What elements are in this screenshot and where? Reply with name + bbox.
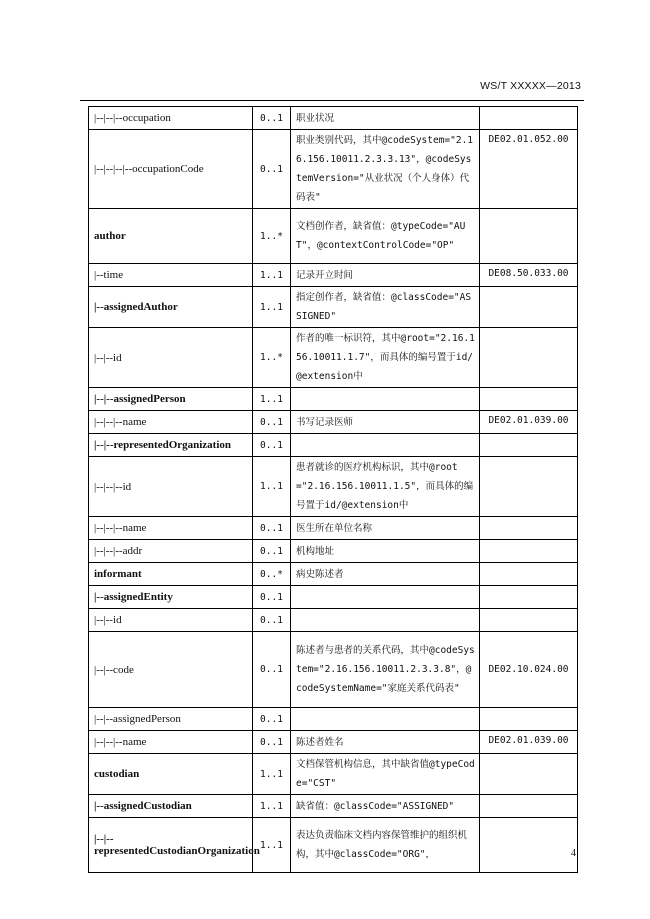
element-path-cell: informant: [89, 563, 253, 586]
cardinality-cell: 0..1: [253, 411, 291, 434]
element-path-cell: author: [89, 209, 253, 264]
table-row: [89, 795, 578, 818]
data-element-code-cell: [480, 708, 578, 731]
cardinality-cell: 0..1: [253, 540, 291, 563]
element-path-cell: |--|--code: [89, 632, 253, 708]
table-row: [89, 457, 578, 517]
data-element-code-cell: [480, 586, 578, 609]
element-path-cell: |--|--|--name: [89, 731, 253, 754]
description-cell: 文档创作者，缺省值：@typeCode="AUT"，@contextControlCode="OP": [291, 209, 480, 264]
data-element-code-cell: [480, 328, 578, 388]
page-number: 4: [571, 848, 576, 859]
table-row: [89, 264, 578, 287]
table-row: [89, 411, 578, 434]
description-cell: 文档保管机构信息，其中缺省值@typeCode="CST": [291, 754, 480, 795]
description-cell: [291, 708, 480, 731]
data-element-code-cell: [480, 609, 578, 632]
table-row: [89, 434, 578, 457]
data-element-code-cell: [480, 754, 578, 795]
cardinality-cell: 0..1: [253, 632, 291, 708]
data-element-code-cell: DE02.01.039.00: [480, 731, 578, 754]
data-element-code-cell: [480, 540, 578, 563]
data-element-code-cell: [480, 517, 578, 540]
header-rule: [80, 100, 584, 101]
element-path-cell: |--|--|--name: [89, 411, 253, 434]
description-cell: [291, 609, 480, 632]
cardinality-cell: 1..1: [253, 264, 291, 287]
cardinality-cell: 1..1: [253, 388, 291, 411]
element-path-cell: |--assignedEntity: [89, 586, 253, 609]
cardinality-cell: 0..*: [253, 563, 291, 586]
description-cell: [291, 388, 480, 411]
element-path-cell: |--assignedCustodian: [89, 795, 253, 818]
table-row: [89, 818, 578, 873]
table-row: [89, 130, 578, 209]
table-row: [89, 287, 578, 328]
table-row: [89, 388, 578, 411]
cardinality-cell: 1..1: [253, 287, 291, 328]
data-element-code-cell: [480, 388, 578, 411]
data-element-code-cell: [480, 795, 578, 818]
element-path-cell: custodian: [89, 754, 253, 795]
table-row: [89, 609, 578, 632]
data-element-code-cell: DE02.01.039.00: [480, 411, 578, 434]
table-row: [89, 708, 578, 731]
description-cell: 陈述者与患者的关系代码，其中@codeSystem="2.16.156.10011.2.3.3.8"，@codeSystemName="家庭关系代码表": [291, 632, 480, 708]
description-cell: 书写记录医师: [291, 411, 480, 434]
document-code: WS/T XXXXX—2013: [480, 80, 581, 92]
description-cell: 表达负责临床文档内容保管维护的组织机构，其中@classCode="ORG"，: [291, 818, 480, 873]
table-row: [89, 328, 578, 388]
element-path-cell: |--|--|--occupation: [89, 107, 253, 130]
cardinality-cell: 1..1: [253, 818, 291, 873]
description-cell: 患者就诊的医疗机构标识，其中@root="2.16.156.10011.1.5"，而具体的编号置于id/@extension中: [291, 457, 480, 517]
data-element-code-cell: [480, 107, 578, 130]
description-cell: 机构地址: [291, 540, 480, 563]
description-cell: 作者的唯一标识符，其中@root="2.16.156.10011.1.7"，而具体的编号置于id/@extension中: [291, 328, 480, 388]
data-element-code-cell: DE08.50.033.00: [480, 264, 578, 287]
cardinality-cell: 1..1: [253, 795, 291, 818]
cardinality-cell: 1..*: [253, 209, 291, 264]
element-path-cell: |--|--representedCustodianOrganization: [89, 818, 253, 873]
description-cell: 病史陈述者: [291, 563, 480, 586]
element-path-cell: |--|--assignedPerson: [89, 388, 253, 411]
cardinality-cell: 1..1: [253, 457, 291, 517]
table-row: [89, 540, 578, 563]
description-cell: 陈述者姓名: [291, 731, 480, 754]
table-row: [89, 107, 578, 130]
data-element-code-cell: DE02.01.052.00: [480, 130, 578, 209]
table-row: [89, 517, 578, 540]
data-element-code-cell: [480, 287, 578, 328]
cardinality-cell: 0..1: [253, 586, 291, 609]
description-cell: 指定创作者，缺省值：@classCode="ASSIGNED": [291, 287, 480, 328]
element-path-cell: |--time: [89, 264, 253, 287]
description-cell: 职业类别代码，其中@codeSystem="2.16.156.10011.2.3.3.13"，@codeSystemVersion="从业状况（个人身体）代码表": [291, 130, 480, 209]
cardinality-cell: 0..1: [253, 731, 291, 754]
table-row: [89, 209, 578, 264]
table-row: [89, 731, 578, 754]
description-cell: 记录开立时间: [291, 264, 480, 287]
element-path-cell: |--|--|--|--occupationCode: [89, 130, 253, 209]
table-row: [89, 632, 578, 708]
element-path-cell: |--|--|--addr: [89, 540, 253, 563]
data-element-code-cell: [480, 563, 578, 586]
element-table: [88, 106, 578, 873]
data-element-code-cell: [480, 434, 578, 457]
data-element-code-cell: [480, 818, 578, 873]
data-element-code-cell: DE02.10.024.00: [480, 632, 578, 708]
description-cell: [291, 434, 480, 457]
cardinality-cell: 0..1: [253, 107, 291, 130]
cardinality-cell: 0..1: [253, 130, 291, 209]
table-row: [89, 563, 578, 586]
description-cell: [291, 586, 480, 609]
cardinality-cell: 1..*: [253, 328, 291, 388]
cardinality-cell: 1..1: [253, 754, 291, 795]
cardinality-cell: 0..1: [253, 517, 291, 540]
table-body: [89, 107, 578, 873]
element-path-cell: |--|--id: [89, 328, 253, 388]
element-path-cell: |--|--assignedPerson: [89, 708, 253, 731]
data-element-code-cell: [480, 457, 578, 517]
element-path-cell: |--|--|--id: [89, 457, 253, 517]
cardinality-cell: 0..1: [253, 708, 291, 731]
element-path-cell: |--assignedAuthor: [89, 287, 253, 328]
description-cell: 职业状况: [291, 107, 480, 130]
cardinality-cell: 0..1: [253, 609, 291, 632]
description-cell: 缺省值：@classCode="ASSIGNED": [291, 795, 480, 818]
element-path-cell: |--|--|--name: [89, 517, 253, 540]
data-element-code-cell: [480, 209, 578, 264]
element-path-cell: |--|--id: [89, 609, 253, 632]
table-row: [89, 754, 578, 795]
cardinality-cell: 0..1: [253, 434, 291, 457]
description-cell: 医生所在单位名称: [291, 517, 480, 540]
element-path-cell: |--|--representedOrganization: [89, 434, 253, 457]
table-row: [89, 586, 578, 609]
